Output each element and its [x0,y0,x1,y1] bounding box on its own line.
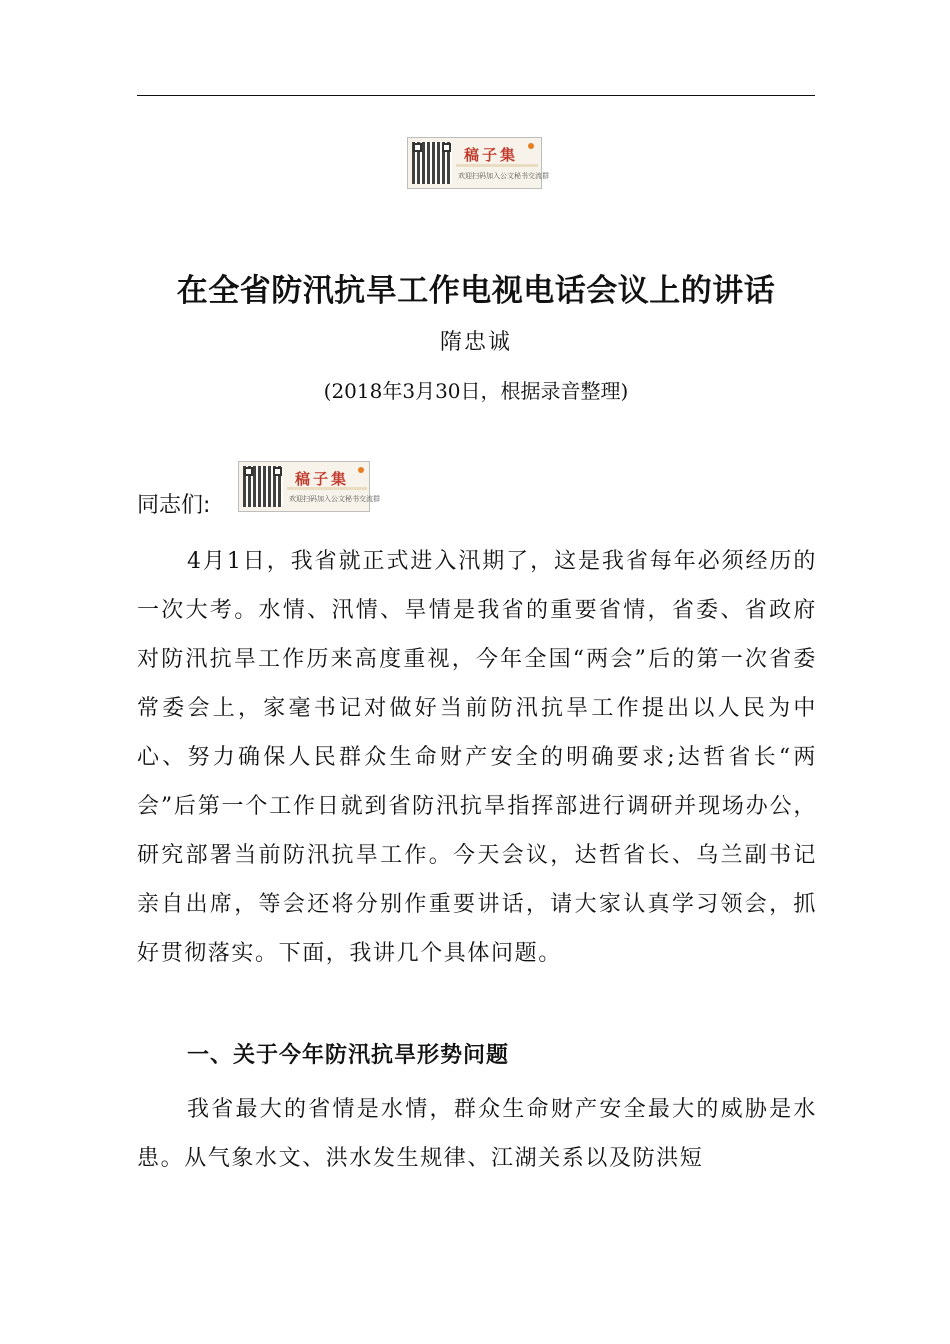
qr-badge-inline [238,461,380,512]
header-rule [137,95,815,96]
badge-dot-icon [528,143,534,149]
salutation: 同志们: [137,493,211,518]
body-paragraph-1: 4月1日，我省就正式进入汛期了，这是我省每年必须经历的一次大考。水情、汛情、旱情是我省的重要省情，省委、省政府对防汛抗旱工作历来高度重视，今年全国“两会”后的第一次省委常委会上，家毫书记对做好当前防汛抗旱工作提出以人民为中心、努力确保人民群众生命财产安全的明确要求;达哲省长“两会”后第一个工作日就到省防汛抗旱指挥部进行调研并现场办公，研究部署当前防汛抗旱工作。今天会议，达哲省长、乌兰副书记亲自出席，等会还将分别作重要讲话，请大家认真学习领会，抓好贯彻落实。下面，我讲几个具体问题。 [137,549,817,966]
body-paragraph-2: 我省最大的省情是水情，群众生命财产安全最大的威胁是水患。从气象水文、洪水发生规律、江湖关系以及防洪短 [137,1097,817,1171]
badge-dot-icon [358,467,364,473]
badge-caption: 欢迎扫码加入公文秘书交流群 [289,495,380,503]
qr-badge-top [407,137,549,189]
section-heading-1: 一、关于今年防汛抗旱形势问题 [187,1043,510,1068]
badge-caption: 欢迎扫码加入公文秘书交流群 [458,172,549,180]
document-dateline: (2018年3月30日，根据录音整理) [323,379,629,403]
badge-brand: 稿子集 [464,146,519,164]
qr-code-icon [412,142,452,184]
qr-code-icon [243,466,283,507]
document-title: 在全省防汛抗旱工作电视电话会议上的讲话 [176,273,776,309]
document-author: 隋忠诚 [439,330,512,355]
badge-brand: 稿子集 [295,470,350,488]
